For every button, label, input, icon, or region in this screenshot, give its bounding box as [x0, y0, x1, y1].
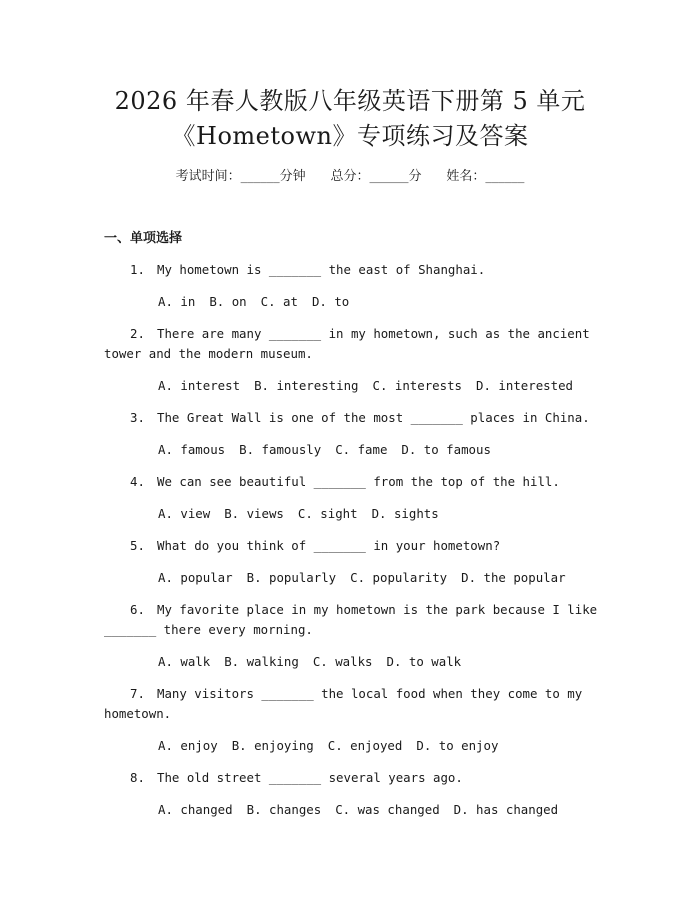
option: C. popularity [350, 570, 448, 585]
question-text: My hometown is _______ the east of Shanghai. [157, 262, 486, 277]
option: D. interested [476, 378, 574, 393]
option: B. popularly [246, 570, 337, 585]
question-6 [104, 600, 605, 640]
section-heading: 一、单项选择 [104, 231, 183, 246]
options-2 [158, 377, 587, 395]
question-number: 8. [130, 770, 145, 785]
question-text: The old street _______ several years ago. [157, 770, 463, 785]
option: B. interesting [254, 378, 359, 393]
title-line-1: 2026 年春人教版八年级英语下册第 5 单元 [114, 87, 586, 115]
name-blank: ______ [485, 169, 525, 184]
question-text: My favorite place in my hometown is the park because I like _______ there every morning. [104, 602, 605, 637]
time-blank: ______ [240, 169, 280, 184]
options-7 [158, 737, 512, 755]
option: A. interest [158, 378, 241, 393]
exam-info-line [0, 168, 700, 186]
option: A. enjoy [158, 738, 218, 753]
question-5 [104, 536, 600, 556]
option: C. at [260, 294, 298, 309]
option: D. has changed [453, 802, 559, 817]
question-8 [104, 768, 600, 788]
option: A. changed [158, 802, 233, 817]
option: B. changes [246, 802, 322, 817]
option: D. to walk [386, 654, 462, 669]
question-text: There are many _______ in my hometown, such as the ancient tower and the modern museum. [104, 326, 598, 361]
option: C. sight [297, 506, 358, 521]
question-2 [104, 324, 600, 364]
question-number: 1. [130, 262, 145, 277]
option: B. enjoying [231, 738, 314, 753]
score-blank: ______ [369, 169, 409, 184]
option: D. to enjoy [416, 738, 499, 753]
question-number: 7. [130, 686, 145, 701]
option: C. interests [372, 378, 463, 393]
time-label: 考试时间： [175, 169, 241, 184]
question-1 [104, 260, 600, 280]
options-8 [158, 801, 572, 819]
option: B. famously [239, 442, 322, 457]
question-text: The Great Wall is one of the most _______ places in China. [157, 410, 590, 425]
question-number: 6. [130, 602, 145, 617]
question-text: We can see beautiful _______ from the top of the hill. [157, 474, 560, 489]
options-5 [158, 569, 580, 587]
question-number: 5. [130, 538, 145, 553]
option: B. walking [224, 654, 299, 669]
time-unit: 分钟 [279, 169, 306, 184]
options-1 [158, 293, 363, 311]
score-unit: 分 [408, 169, 422, 184]
options-4 [158, 505, 453, 523]
option: D. to [311, 294, 350, 309]
question-7 [104, 684, 600, 724]
option: A. famous [158, 442, 226, 457]
option: A. popular [158, 570, 233, 585]
option: D. the popular [461, 570, 566, 585]
option: C. was changed [335, 802, 440, 817]
question-number: 4. [130, 474, 145, 489]
options-3 [158, 441, 505, 459]
option: C. walks [312, 654, 373, 669]
option: A. in [158, 294, 196, 309]
option: B. views [224, 506, 284, 521]
question-number: 3. [130, 410, 145, 425]
option: D. to famous [401, 442, 491, 457]
option: D. sights [371, 506, 439, 521]
option: A. view [158, 506, 211, 521]
question-4 [104, 472, 600, 492]
option: C. fame [335, 442, 388, 457]
options-6 [158, 653, 475, 671]
option: B. on [209, 294, 247, 309]
title-line-2: 《Hometown》专项练习及答案 [171, 122, 529, 150]
name-label: 姓名： [446, 169, 486, 184]
question-text: Many visitors _______ the local food when they come to my hometown. [104, 686, 590, 721]
question-text: What do you think of _______ in your hometown? [157, 538, 501, 553]
question-3 [104, 408, 600, 428]
question-number: 2. [130, 326, 145, 341]
option: C. enjoyed [327, 738, 403, 753]
option: A. walk [158, 654, 211, 669]
score-label: 总分： [330, 169, 370, 184]
